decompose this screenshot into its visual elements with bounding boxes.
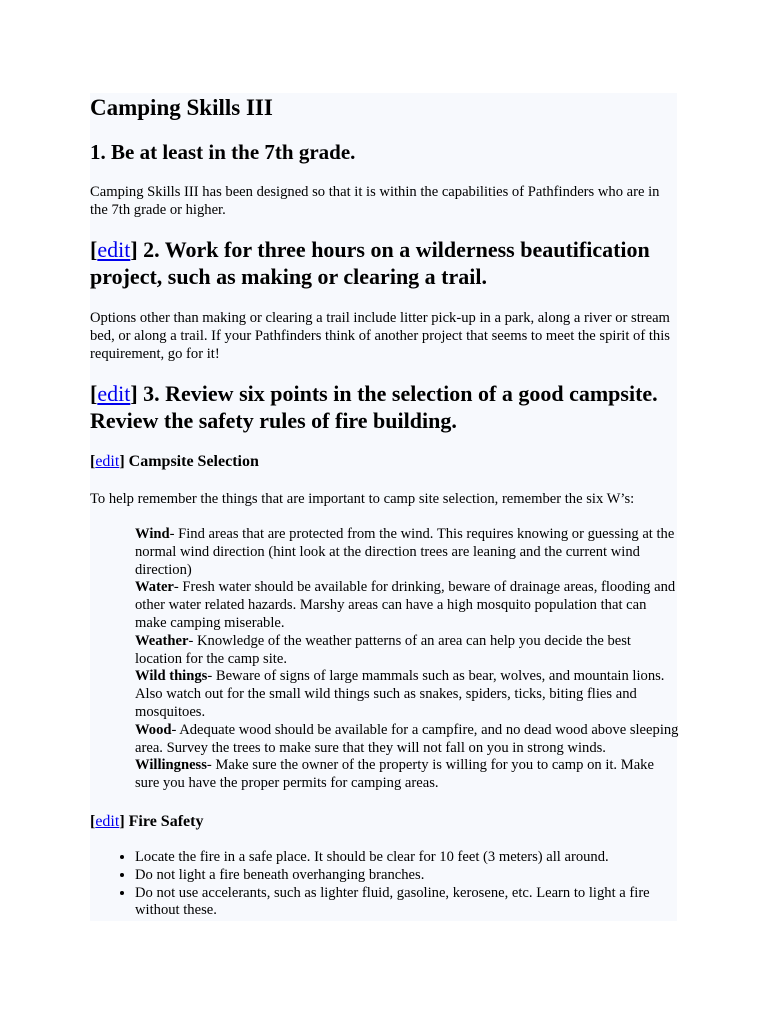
- page-title: Camping Skills III: [90, 95, 273, 120]
- list-item-text: - Knowledge of the weather patterns of an area can help you decide the best location for the camp site.: [135, 632, 631, 667]
- list-item: • Locate the fire in a safe place. It should be clear for 10 feet (3 meters) all around.: [135, 849, 680, 867]
- list-item-term: Wind: [135, 526, 170, 542]
- requirement-1-heading: 1. Be at least in the 7th grade.: [90, 140, 356, 164]
- list-item-text: - Fresh water should be available for drinking, beware of drainage areas, flooding and other water related hazards. Marshy areas can have a high mosquito population that can make camping miserable.: [135, 579, 676, 631]
- campsite-section-heading: [edit] Campsite Selection: [90, 453, 259, 470]
- fire-section-heading: [edit] Fire Safety: [90, 813, 204, 830]
- requirement-2-heading-text: 2. Work for three hours on a wilderness beautification project, such as making or clearing a trail.: [90, 237, 650, 289]
- edit-link[interactable]: edit: [95, 453, 120, 470]
- list-item-term: Wood: [135, 721, 172, 738]
- requirement-3-heading: [edit] 3. Review six points in the selection of a good campsite. Review the safety rules of fire building.: [90, 381, 658, 433]
- fire-section-heading-block: [90, 812, 680, 832]
- requirement-1-body-block: [90, 183, 680, 219]
- list-item: [135, 757, 680, 793]
- list-item-term: Wild things: [135, 668, 208, 685]
- requirement-3-heading-text: 3. Review six points in the selection of a good campsite. Review the safety rules of fire building.: [90, 381, 658, 433]
- campsite-intro: To help remember the things that are important to camp site selection, remember the six W’s:: [90, 491, 635, 507]
- requirement-1: [90, 139, 680, 166]
- requirement-2-body: Options other than making or clearing a trail include litter pick-up in a park, along a river or stream bed, or along a trail. If your Pathfinders think of another project that seems to meet the spirit of this requirement, go for it!: [90, 310, 670, 362]
- list-item-text: - Adequate wood should be available for a campfire, and no dead wood above sleeping area. Survey the trees to make sure that they will not fall on you in strong winds.: [135, 721, 679, 756]
- requirement-2-body-block: [90, 309, 680, 363]
- six-ws-list: [135, 526, 680, 793]
- list-item: • Do not use accelerants, such as lighter fluid, gasoline, kerosene, etc. Learn to light a fire without these.: [135, 885, 680, 921]
- campsite-section-heading-block: [90, 452, 680, 472]
- list-item: [135, 722, 680, 758]
- campsite-intro-block: [90, 490, 680, 508]
- requirement-2-heading: [edit] 2. Work for three hours on a wilderness beautification project, such as making or clearing a trail.: [90, 237, 650, 289]
- list-item: [135, 579, 680, 632]
- list-item-text: - Find areas that are protected from the wind. This requires knowing or guessing at the normal wind direction (hint look at the direction trees are leaning and the current wind direction): [135, 526, 675, 578]
- edit-link[interactable]: edit: [97, 237, 131, 262]
- requirement-3: [90, 380, 680, 434]
- fire-section-heading-text: Fire Safety: [128, 813, 204, 830]
- list-item-term: Weather: [135, 632, 189, 649]
- edit-link[interactable]: edit: [97, 381, 131, 406]
- list-item-term: Willingness: [135, 757, 207, 774]
- campsite-section-heading-text: Campsite Selection: [128, 453, 259, 470]
- edit-link[interactable]: edit: [95, 813, 120, 830]
- requirement-2: [90, 236, 680, 290]
- list-item-text: - Beware of signs of large mammals such as bear, wolves, and mountain lions. Also watch out for the small wild things such as snakes, spiders, ticks, biting flies and mosquitoes.: [135, 668, 665, 720]
- list-item-term: Water: [135, 579, 174, 596]
- list-item: [135, 526, 680, 579]
- list-item: [135, 633, 680, 669]
- requirement-1-body: Camping Skills III has been designed so that it is within the capabilities of Pathfinders who are in the 7th grade or higher.: [90, 184, 660, 218]
- list-item: [135, 668, 680, 721]
- list-item-text: - Make sure the owner of the property is willing for you to camp on it. Make sure you have the proper permits for camping areas.: [135, 757, 654, 792]
- list-item: • Do not light a fire beneath overhanging branches.: [135, 867, 680, 885]
- fire-safety-list: [90, 849, 680, 920]
